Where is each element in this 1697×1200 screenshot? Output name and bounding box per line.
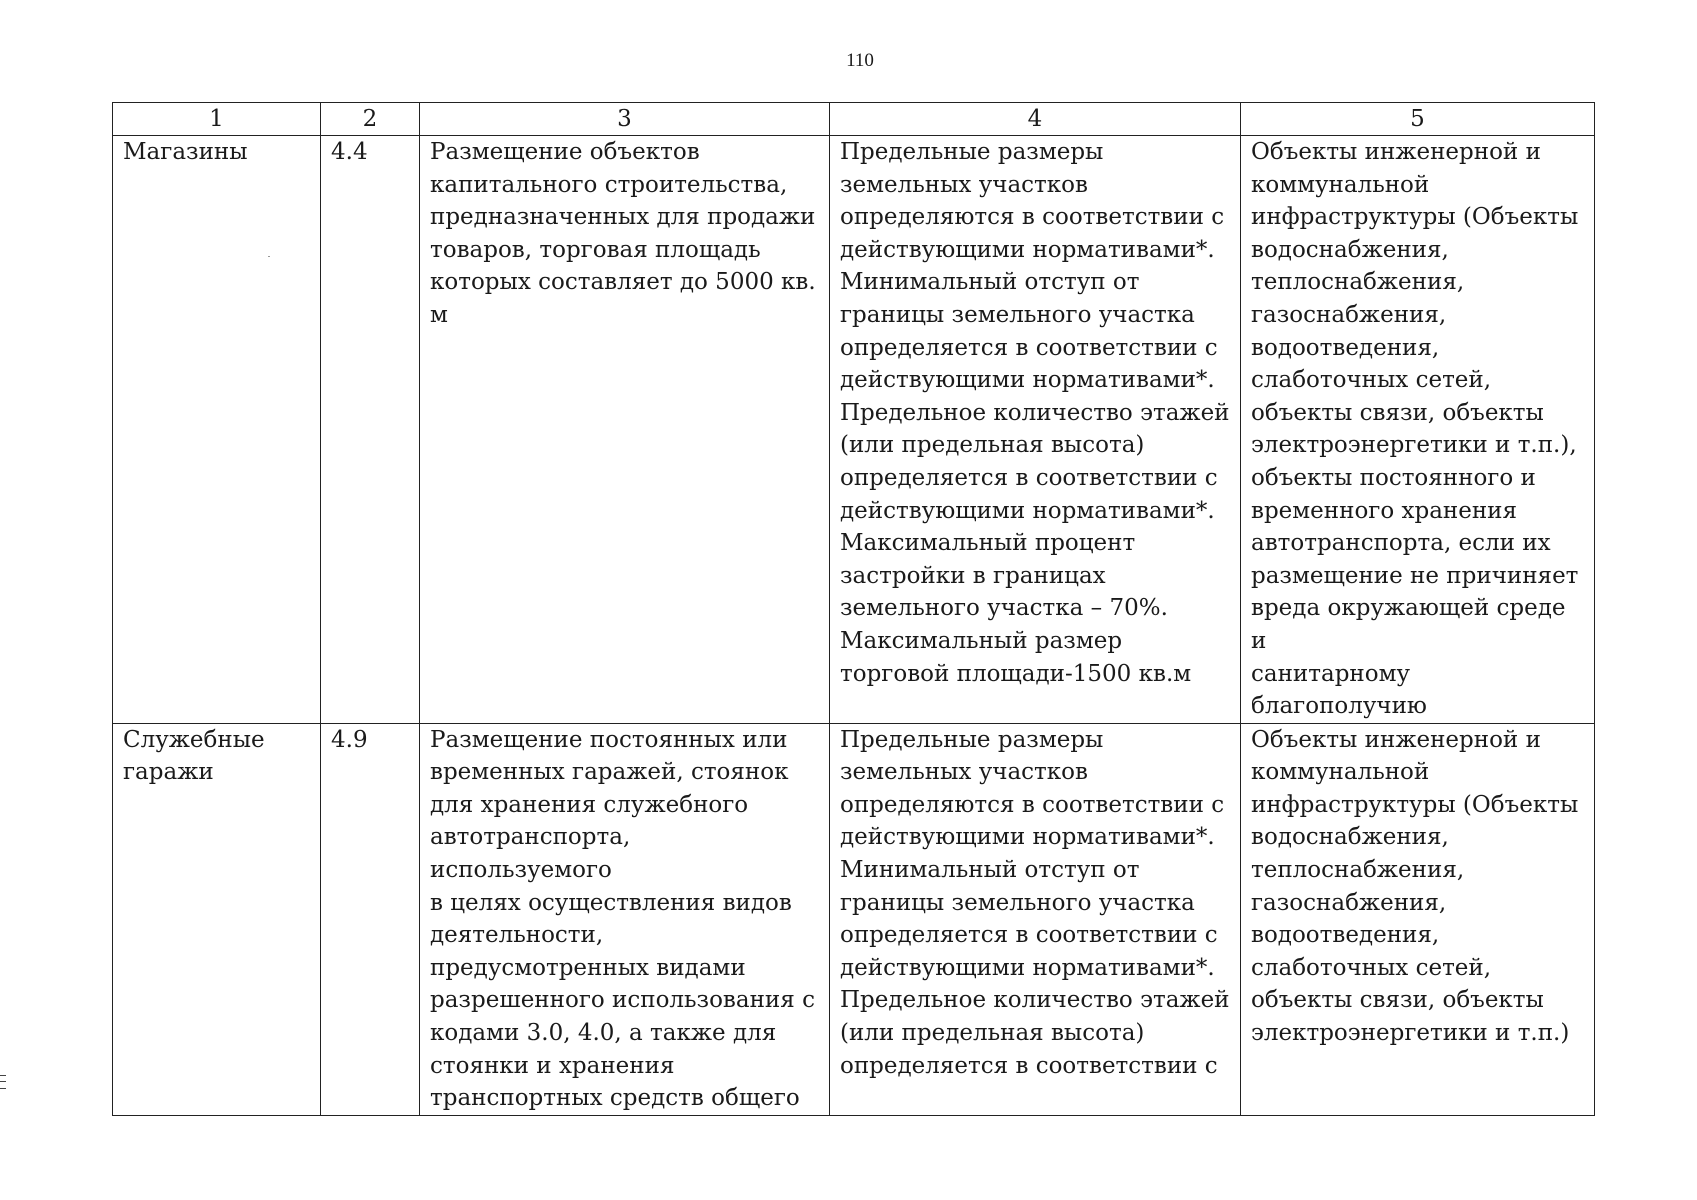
- use-parameters-cell: [830, 136, 1241, 724]
- use-name: Служебные гаражи: [123, 726, 265, 786]
- column-header-5: 5: [1241, 103, 1595, 136]
- page-number: 110: [846, 50, 874, 71]
- use-description: Размещение постоянных или временных гаражей, стоянок для хранения служебного автотранспорта, используемого в целях осуществления видов деятельности, предусмотренных видами разрешенного использования с кодами 3.0, 4.0, а также для стоянки и хранения транспортных средств общего: [430, 726, 815, 1112]
- column-header-4: 4: [830, 103, 1241, 136]
- auxiliary-uses: Объекты инженерной и коммунальной инфраструктуры (Объекты водоснабжения, теплоснабжения, газоснабжения, водоотведения, слаботочных сетей, объекты связи, объекты электроэнергетики и т.п.): [1251, 726, 1579, 1047]
- use-description-cell: [420, 136, 830, 724]
- scan-speck: [268, 256, 270, 257]
- auxiliary-uses: Объекты инженерной и коммунальной инфраструктуры (Объекты водоснабжения, теплоснабжения, газоснабжения, водоотведения, слаботочных сетей, объекты связи, объекты электроэнергетики и т.п.), объекты постоянного и временного хранения автотранспорта, если их размещение не причиняет вреда окружающей среде и санитарному благополучию: [1251, 139, 1579, 720]
- use-parameters-cell: [830, 723, 1241, 1115]
- use-code: 4.9: [331, 726, 368, 753]
- auxiliary-uses-cell: [1241, 723, 1595, 1115]
- column-header-1: 1: [113, 103, 321, 136]
- column-header-3: 3: [420, 103, 830, 136]
- use-description: Размещение объектов капитального строительства, предназначенных для продажи товаров, торговая площадь которых составляет до 5000 кв. м: [430, 139, 816, 328]
- use-name-cell: [113, 136, 321, 724]
- use-name-cell: [113, 723, 321, 1115]
- table-row: [113, 136, 1595, 724]
- use-code-cell: [321, 136, 420, 724]
- use-parameters: Предельные размеры земельных участков определяются в соответствии с действующими нормативами*. Минимальный отступ от границы земельного участка определяется в соответствии с действующими нормативами*. Предельное количество этажей (или предельная высота) определяется в соответствии с: [840, 726, 1230, 1079]
- use-code: 4.4: [331, 139, 368, 165]
- margin-mark-icon: [0, 1075, 6, 1089]
- table-row: [113, 723, 1595, 1115]
- use-name: Магазины: [123, 139, 248, 165]
- column-header-2: 2: [321, 103, 420, 136]
- use-parameters: Предельные размеры земельных участков определяются в соответствии с действующими нормативами*. Минимальный отступ от границы земельного участка определяется в соответствии с действующими нормативами*. Предельное количество этажей (или предельная высота) определяется в соответствии с действующими нормативами*. Максимальный процент застройки в границах земельного участка – 70%. Максимальный размер торговой площади-1500 кв.м: [840, 139, 1230, 687]
- zoning-table: [112, 102, 1595, 1116]
- table-header-row: [113, 103, 1595, 136]
- use-description-cell: [420, 723, 830, 1115]
- use-code-cell: [321, 723, 420, 1115]
- auxiliary-uses-cell: [1241, 136, 1595, 724]
